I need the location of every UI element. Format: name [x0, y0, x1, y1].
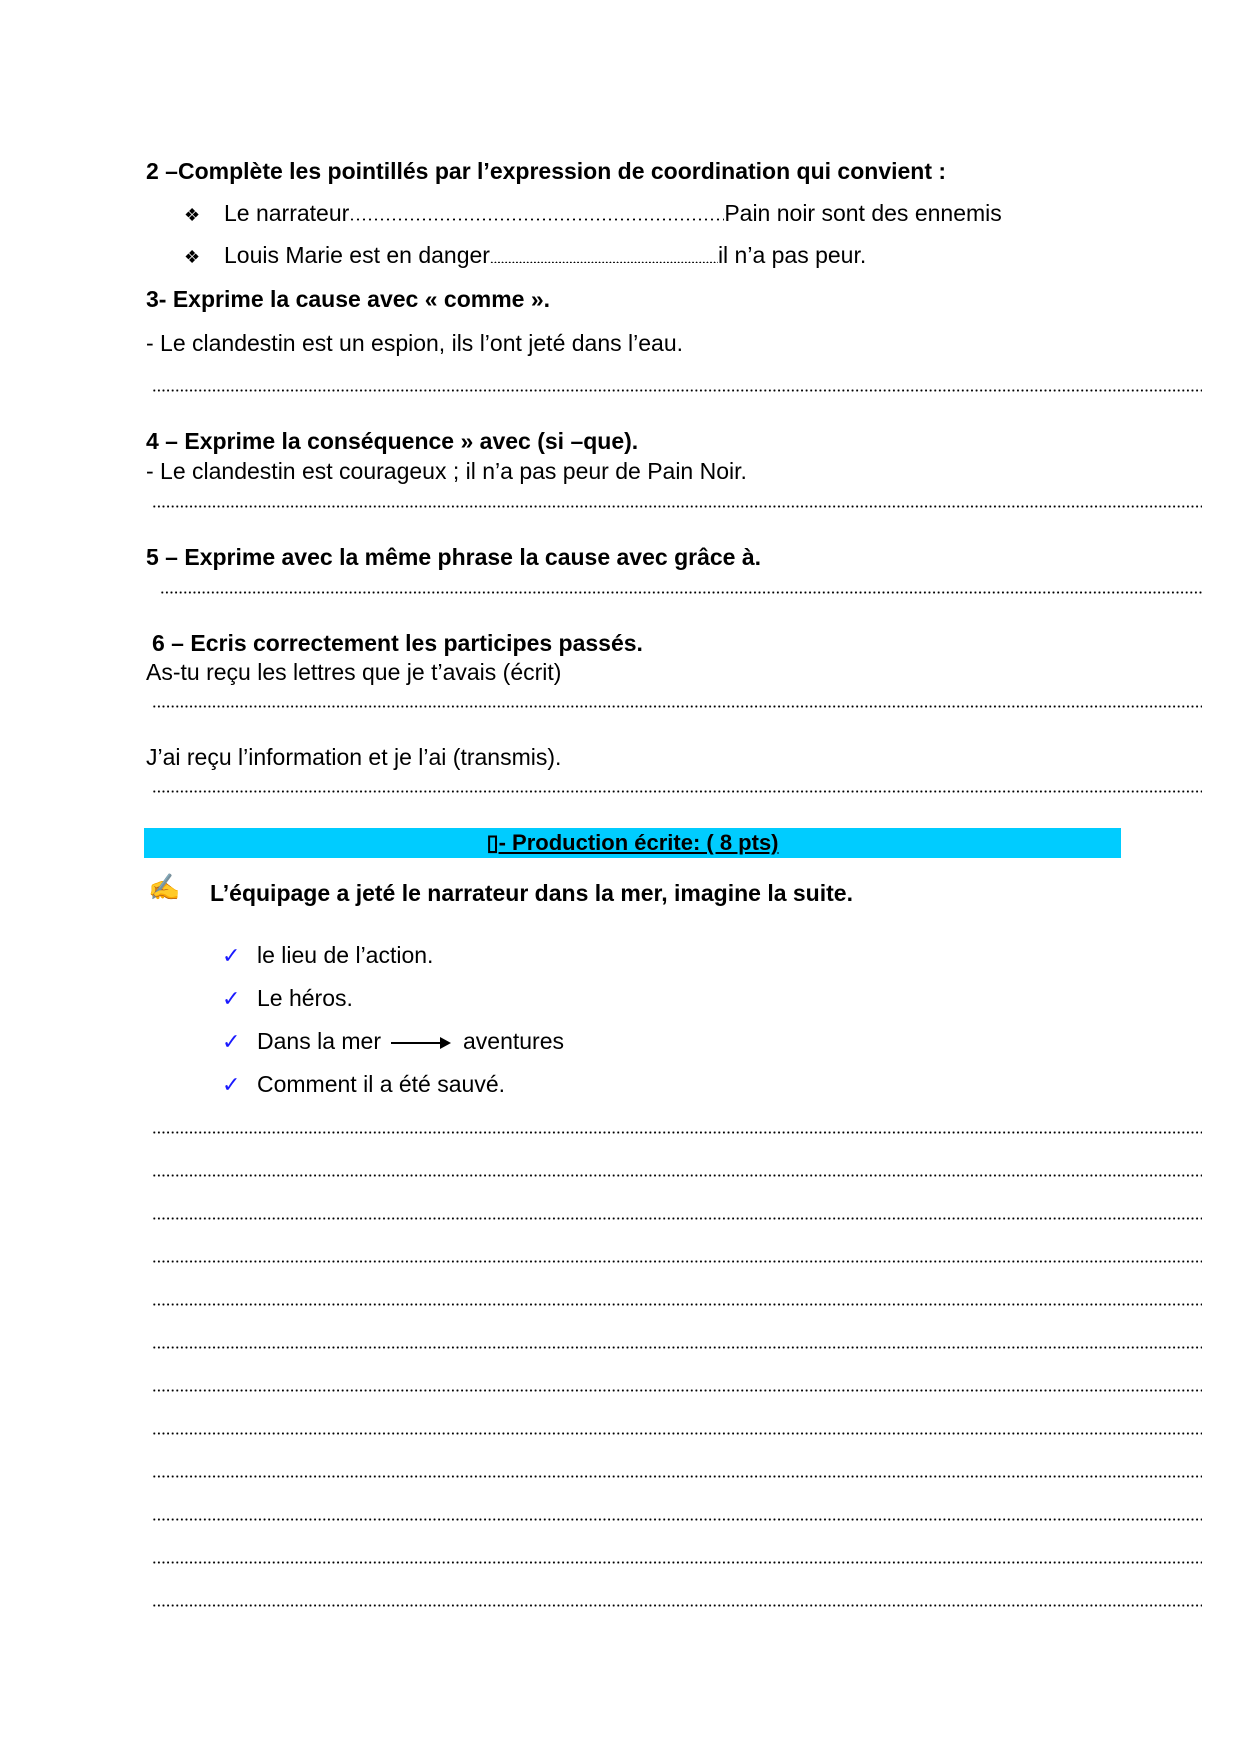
writing-line[interactable]: [152, 1475, 1202, 1478]
fill-in-blank[interactable]: [490, 261, 718, 263]
production-banner-title: ▯- Production écrite: ( 8 pts): [486, 830, 779, 855]
writing-line[interactable]: [152, 1260, 1202, 1263]
question-3-sentence: - Le clandestin est un espion, ils l’ont jeté dans l’eau.: [146, 330, 683, 356]
checklist-item-4: ✓ Comment il a été sauvé.: [222, 1071, 506, 1097]
writing-hand-icon: ✍: [148, 872, 181, 902]
question-4-title: 4 – Exprime la conséquence » avec (si –que).: [146, 428, 639, 454]
checklist-item-1: ✓ le lieu de l’action.: [222, 942, 434, 968]
checklist-item-2: ✓ Le héros.: [222, 985, 353, 1011]
answer-line[interactable]: [152, 505, 1202, 508]
writing-line[interactable]: [152, 1389, 1202, 1392]
checkmark-icon: ✓: [222, 1029, 241, 1054]
answer-line[interactable]: [152, 389, 1202, 392]
writing-line[interactable]: [152, 1174, 1202, 1177]
writing-line[interactable]: [152, 1604, 1202, 1607]
q2-item-2: [184, 242, 866, 269]
answer-line[interactable]: [160, 591, 1202, 594]
diamond-bullet-icon: ❖: [184, 205, 201, 225]
question-6-sentence-1: As-tu reçu les lettres que je t’avais (écrit): [146, 659, 562, 685]
writing-line[interactable]: [152, 1432, 1202, 1435]
writing-line[interactable]: [152, 1518, 1202, 1521]
checkmark-icon: ✓: [222, 943, 241, 968]
writing-line[interactable]: [152, 1217, 1202, 1220]
question-2-title: 2 –Complète les pointillés par l’expression de coordination qui convient :: [146, 158, 947, 184]
writing-line[interactable]: [152, 1346, 1202, 1349]
missing-glyph-icon: ▯: [486, 830, 499, 855]
question-3-title: 3- Exprime la cause avec « comme ».: [146, 286, 551, 312]
checkmark-icon: ✓: [222, 1072, 241, 1097]
q2-item-2-after: il n’a pas peur.: [717, 242, 867, 268]
checkmark-icon: ✓: [222, 986, 241, 1011]
answer-line[interactable]: [152, 790, 1202, 793]
q2-item-1-before: Le narrateur: [224, 200, 350, 226]
checklist-item-3: ✓ Dans la mer aventures: [222, 1028, 564, 1054]
question-6-sentence-2: J’ai reçu l’information et je l’ai (transmis).: [146, 744, 562, 770]
question-5-title: 5 – Exprime avec la même phrase la cause avec grâce à.: [146, 544, 762, 570]
answer-line[interactable]: [152, 705, 1202, 708]
fill-in-blank[interactable]: [349, 218, 724, 221]
q2-item-2-before: Louis Marie est en danger: [224, 242, 490, 268]
question-4-sentence: - Le clandestin est courageux ; il n’a pas peur de Pain Noir.: [146, 458, 747, 484]
arrow-right-icon: [391, 1042, 449, 1044]
question-6-title: 6 – Ecris correctement les participes passés.: [152, 630, 643, 656]
diamond-bullet-icon: ❖: [184, 247, 201, 267]
writing-line[interactable]: [152, 1561, 1202, 1564]
q2-item-1: [184, 200, 1002, 227]
writing-line[interactable]: [152, 1131, 1202, 1134]
q2-item-1-after: Pain noir sont des ennemis: [724, 200, 1002, 226]
production-prompt: L’équipage a jeté le narrateur dans la mer, imagine la suite.: [210, 880, 853, 906]
writing-line[interactable]: [152, 1303, 1202, 1306]
production-banner: [144, 828, 1121, 858]
